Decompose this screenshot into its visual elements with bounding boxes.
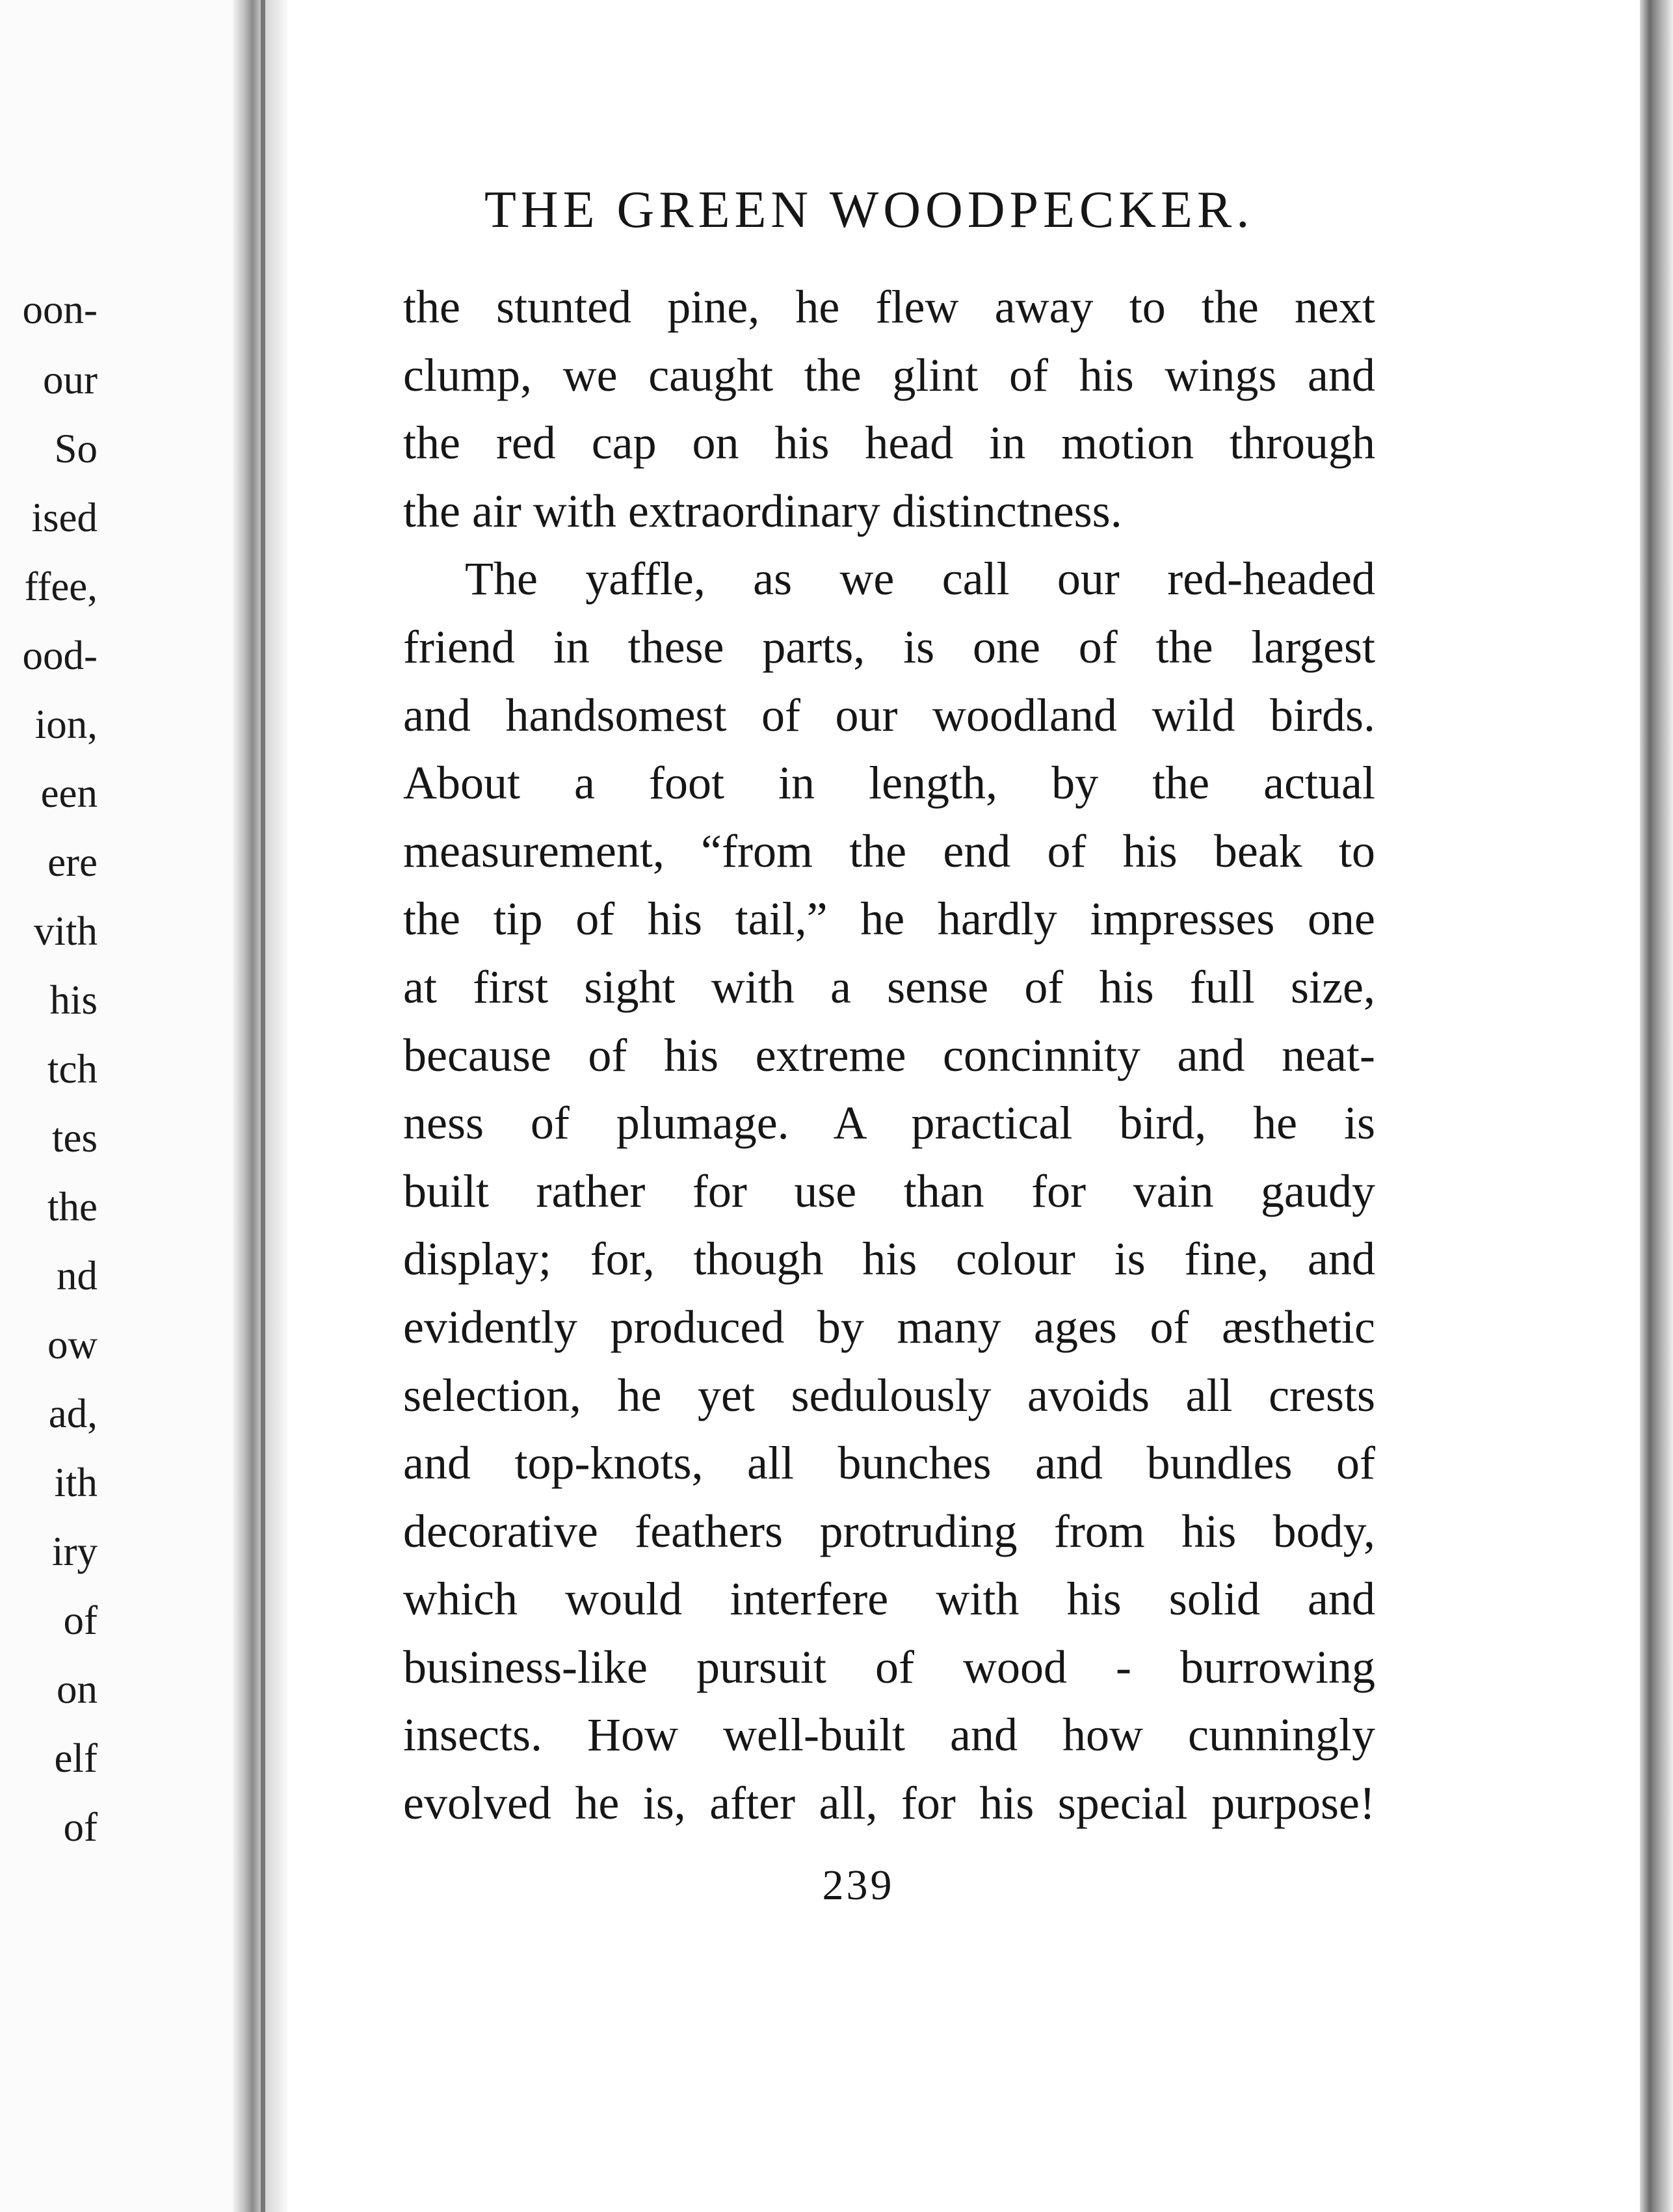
facing-page-fragment: the — [47, 1184, 98, 1230]
facing-page-fragment: ith — [54, 1460, 98, 1505]
text-line: at first sight with a sense of his full size, — [403, 960, 1375, 1013]
facing-page-fragment: of — [63, 1804, 98, 1850]
text-line: decorative feathers protruding from his body, — [403, 1505, 1375, 1557]
facing-page — [0, 0, 254, 2212]
text-line: evolved he is, after all, for his special purpose! — [403, 1777, 1375, 1830]
facing-page-fragment: tch — [47, 1046, 98, 1092]
text-line: which would interfere with his solid and — [403, 1573, 1375, 1626]
text-line: ness of plumage. A practical bird, he is — [403, 1097, 1375, 1150]
text-line: and top-knots, all bunches and bundles of — [403, 1437, 1375, 1490]
text-line: the stunted pine, he flew away to the next — [403, 281, 1375, 333]
facing-page-fragment: elf — [54, 1735, 98, 1781]
facing-page-fragment: ow — [47, 1322, 98, 1367]
text-line: measurement, “from the end of his beak to — [403, 824, 1375, 877]
facing-page-fragment: iry — [52, 1529, 98, 1574]
facing-page-fragment: ion, — [34, 702, 98, 747]
facing-page-fragment: on — [57, 1666, 98, 1712]
text-line: clump, we caught the glint of his wings and — [403, 349, 1375, 401]
facing-page-fragment: nd — [57, 1253, 98, 1298]
text-line: built rather for use than for vain gaudy — [403, 1165, 1375, 1217]
body-text — [403, 273, 1375, 1837]
facing-page-fragment: ad, — [48, 1391, 98, 1436]
facing-page-fragment: of — [63, 1598, 98, 1643]
text-line: display; for, though his colour is fine, and — [403, 1233, 1375, 1285]
text-line: the red cap on his head in motion through — [403, 417, 1375, 469]
facing-page-fragment: vith — [33, 908, 98, 954]
text-line: because of his extreme concinnity and neat- — [403, 1029, 1375, 1081]
page-edge — [1640, 0, 1673, 2212]
facing-page-fragment: oon- — [22, 287, 98, 332]
text-line: the tip of his tail,” he hardly impresses one — [403, 893, 1375, 945]
facing-page-fragment: So — [54, 426, 98, 471]
facing-page-fragment: ood- — [22, 633, 98, 678]
text-line: and handsomest of our woodland wild birds. — [403, 689, 1375, 741]
facing-page-fragment: ised — [31, 495, 98, 540]
text-line: The yaffle, as we call our red-headed — [465, 553, 1375, 605]
page-number: 239 — [822, 1862, 895, 1909]
facing-page-fragment: his — [49, 977, 98, 1023]
text-line: business-like pursuit of wood - burrowing — [403, 1640, 1375, 1693]
facing-page-fragment: our — [43, 357, 98, 402]
facing-page-fragment: ere — [47, 839, 98, 885]
text-line: insects. How well-built and how cunningly — [403, 1709, 1375, 1761]
gutter-shadow-line — [261, 0, 265, 2212]
text-line: friend in these parts, is one of the largest — [403, 620, 1375, 673]
text-line: About a foot in length, by the actual — [403, 757, 1375, 810]
text-line: the air with extraordinary distinctness. — [403, 484, 1122, 537]
facing-page-fragment: tes — [52, 1115, 98, 1161]
facing-page-fragment: een — [40, 770, 98, 816]
facing-page-fragment: ffee, — [24, 564, 98, 609]
text-line: evidently produced by many ages of æsthetic — [403, 1300, 1375, 1353]
book-gutter — [233, 0, 287, 2212]
text-line: selection, he yet sedulously avoids all crests — [403, 1369, 1375, 1421]
running-head: THE GREEN WOODPECKER. — [484, 181, 1254, 239]
